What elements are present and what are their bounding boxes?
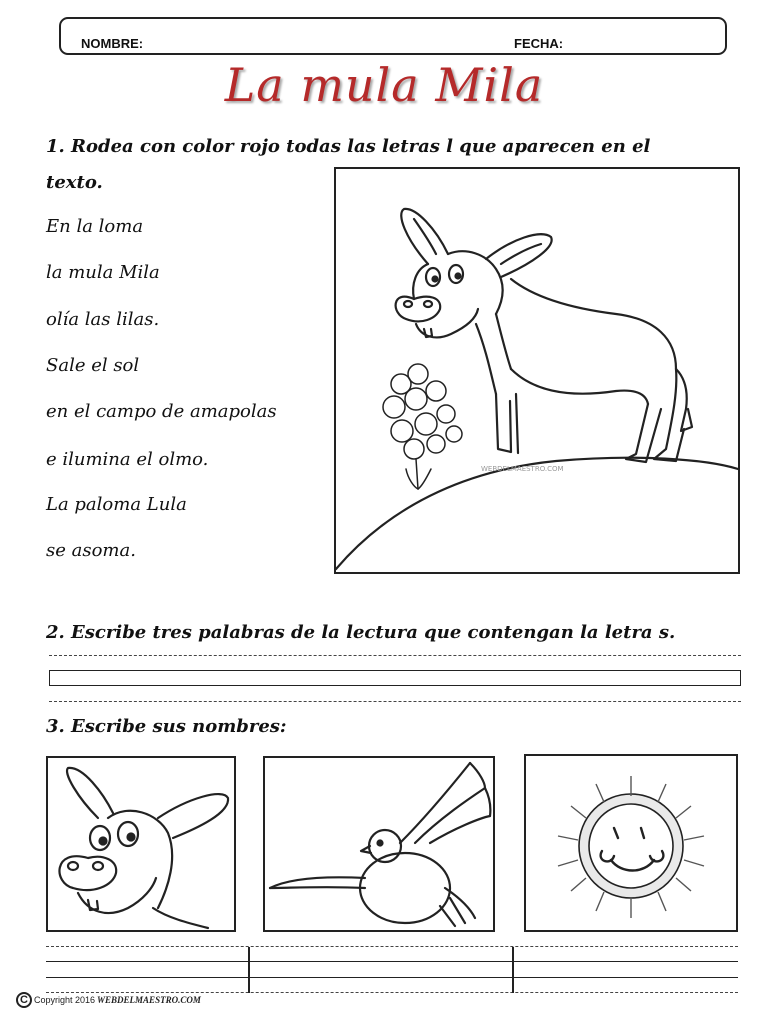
poem-line: se asoma. bbox=[46, 540, 136, 561]
watermark-text: WEBDELMAESTRO.COM bbox=[481, 465, 564, 473]
site-name: WEBDELMAESTRO.COM bbox=[97, 995, 201, 1005]
question-1-line-2: texto. bbox=[46, 172, 103, 193]
mule-picture-frame bbox=[46, 756, 236, 932]
poem-line: en el campo de amapolas bbox=[46, 401, 277, 422]
copyright-icon: C bbox=[16, 992, 32, 1008]
page-title: La mula Mila bbox=[224, 58, 544, 112]
answer-lines-q2[interactable] bbox=[49, 655, 741, 702]
question-1-line-1: 1. Rodea con color rojo todas las letras l que aparecen en el bbox=[46, 136, 651, 157]
date-label: FECHA: bbox=[514, 36, 564, 51]
sun-picture-frame bbox=[524, 754, 738, 932]
poem-line: Sale el sol bbox=[46, 355, 140, 376]
poem-line: En la loma bbox=[46, 216, 144, 237]
header-box bbox=[59, 17, 727, 55]
mule-head-illustration bbox=[48, 758, 234, 930]
name-label: NOMBRE: bbox=[81, 36, 144, 51]
copyright-text: Copyright 2016 bbox=[34, 995, 96, 1005]
poem-line: La paloma Lula bbox=[46, 494, 187, 515]
footer bbox=[16, 992, 201, 1008]
mule-on-hill-illustration bbox=[336, 169, 738, 572]
question-2: 2. Escribe tres palabras de la lectura que contengan la letra s. bbox=[46, 622, 676, 643]
poem-line: la mula Mila bbox=[46, 262, 160, 283]
poem-line: olía las lilas. bbox=[46, 309, 160, 330]
poem-line: e ilumina el olmo. bbox=[46, 449, 209, 470]
question-3: 3. Escribe sus nombres: bbox=[46, 716, 287, 737]
sun-illustration bbox=[526, 756, 736, 930]
answer-lines-q3[interactable] bbox=[46, 946, 738, 993]
dove-illustration bbox=[265, 758, 493, 930]
dove-picture-frame bbox=[263, 756, 495, 932]
mule-illustration-frame bbox=[334, 167, 740, 574]
